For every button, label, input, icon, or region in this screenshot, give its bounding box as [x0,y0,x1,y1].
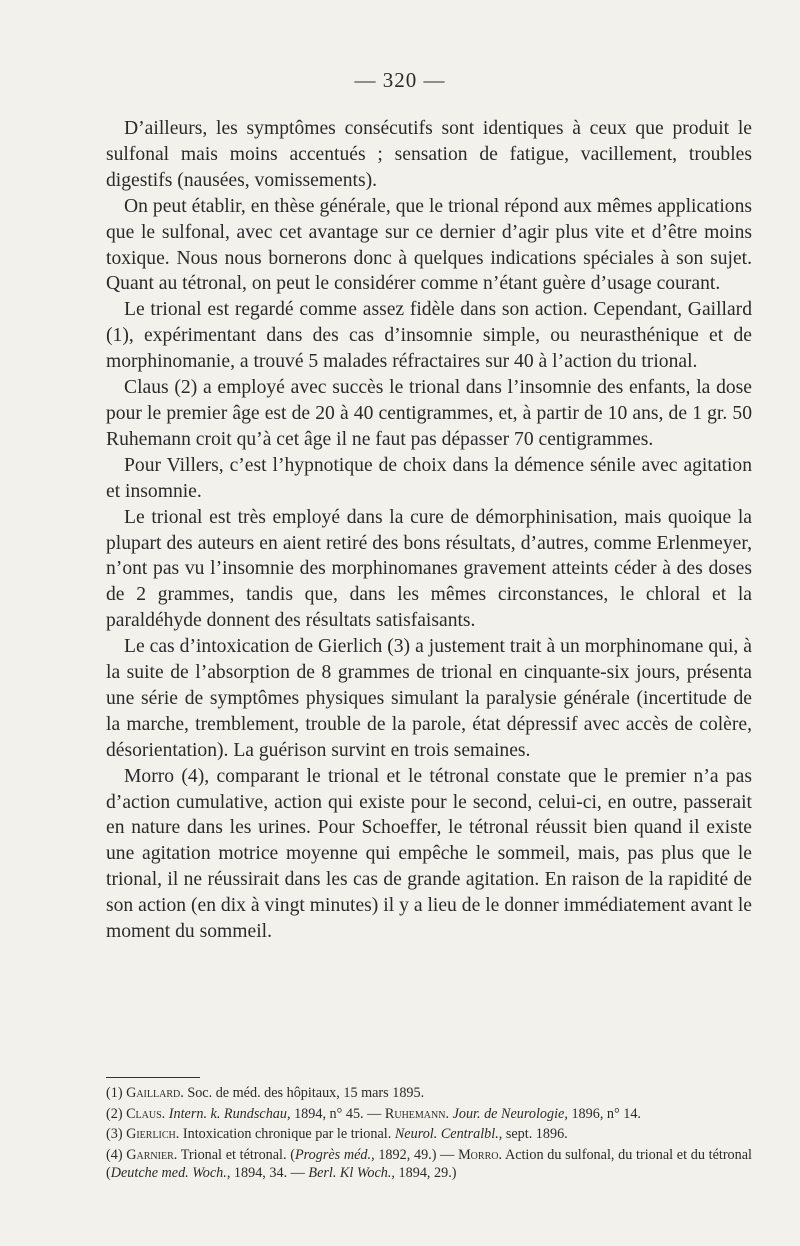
footnote-author: Ruhemann. [384,1105,450,1122]
paragraph: Le trional est très employé dans la cure de démorphinisation, mais quoique la plupart des auteurs en aient retiré des bons résultats, d’autres, comme Erlenmeyer, n’ont pas vu l’insomnie des morphinomanes gravement atteints céder à des doses de 2 grammes, tandis que, dans les mêmes circonstances, le chloral et la paraldéhyde donnent des résultats satisfaisants. [106,506,752,632]
footnotes [106,1084,752,1185]
footnote-text: Soc. de méd. des hôpitaux, 15 mars 1895. [183,1085,425,1101]
paragraph: Claus (2) a employé avec succès le trional dans l’insomnie des enfants, la dose pour le premier âge est de 20 à 40 centigrammes, et, à partir de 10 ans, de 1 gr. 50 Ruhemann croit qu’à cet âge il ne faut pas dépasser 70 centigrammes. [106,377,752,450]
paragraph: Morro (4), comparant le trional et le tétronal constate que le premier n’a pas d’action cumulative, action qui existe pour le second, celui-ci, en outre, passerait en nature dans les urines. Pour Schoeffer, le tétronal réussit bien quand il existe une agitation motrice moyenne qui empêche le sommeil, mais, pas plus que le trional, il ne réussirait dans les cas de grande agitation. En raison de la rapidité de son action (en dix à vingt minutes) il y a lieu de le donner immédiatement avant le moment du sommeil. [106,765,752,943]
footnote-text: 1894, 29.) [394,1165,457,1182]
footnote-author: Claus. [126,1105,166,1122]
footnote-1 [106,1084,752,1103]
paragraph: Pour Villers, c’est l’hypnotique de choix dans la démence sénile avec agitation et insomnie. [106,454,752,502]
footnote-text: sept. 1896. [502,1126,568,1143]
footnote-text: Action du sulfonal, du trional et du tétronal ( [106,1146,752,1182]
footnote-journal: Jour. de Neurologie, [449,1105,568,1122]
paragraph: Le trional est regardé comme assez fidèle dans son action. Cependant, Gaillard (1), expérimentant dans des cas d’insomnie simple, ou neurasthénique et de morphinomanie, a trouvé 5 malades réfractaires sur 40 à l’action du trional. [106,299,752,373]
footnote-4 [106,1146,752,1183]
footnote-number: (2) [106,1105,123,1122]
footnote-text: Intoxication chronique par le trional. [179,1126,395,1143]
footnote-divider [106,1077,200,1078]
footnote-number: (1) [106,1085,123,1101]
footnote-author: Gierlich. [126,1126,180,1143]
footnote-journal: Neurol. Centralbl., [394,1126,503,1143]
footnote-text: 1892, 49.) — [374,1146,459,1163]
footnote-author: Morro. [458,1146,503,1163]
footnote-number: (3) [106,1126,123,1143]
footnote-journal: Deutche med. Woch., [110,1165,231,1182]
footnote-3 [106,1125,752,1144]
footnote-journal: Progrès méd., [294,1146,375,1163]
footnote-2 [106,1105,752,1124]
paragraph: Le cas d’intoxication de Gierlich (3) a justement trait à un morphinomane qui, à la suite de l’absorption de 8 grammes de trional en cinquante-six jours, présenta une série de symptômes physiques simulant la paralysie générale (incertitude de la marche, tremblement, trouble de la parole, état dépressif avec accès de colère, désorientation). La guérison survint en trois semaines. [106,636,752,761]
body-text [106,116,752,945]
paragraph: On peut établir, en thèse générale, que le trional répond aux mêmes applications que le sulfonal, avec cet avantage sur ce dernier d’agir plus vite et d’être moins toxique. Nous nous bornerons donc à quelques indications spéciales à son sujet. Quant au tétronal, on peut le considérer comme n’étant guère d’usage courant. [106,195,752,295]
footnote-author: Gaillard. [126,1085,184,1101]
footnote-text: Trional et tétronal. ( [177,1146,295,1163]
footnote-text: 1894, 34. — [230,1165,309,1182]
footnote-text: 1896, n° 14. [567,1105,641,1122]
footnote-journal: Intern. k. Rundschau, [165,1105,291,1122]
page-number: — 320 — [354,68,446,92]
footnote-author: Garnier. [126,1146,178,1163]
footnote-text: 1894, n° 45. — [290,1105,385,1122]
footnote-number: (4) [106,1146,123,1163]
paragraph: D’ailleurs, les symptômes consécutifs sont identiques à ceux que produit le sulfonal mais moins accentués ; sensation de fatigue, vacillement, troubles digestifs (nausées, vomissements). [106,118,752,191]
footnote-journal: Berl. Kl Woch., [308,1165,395,1182]
